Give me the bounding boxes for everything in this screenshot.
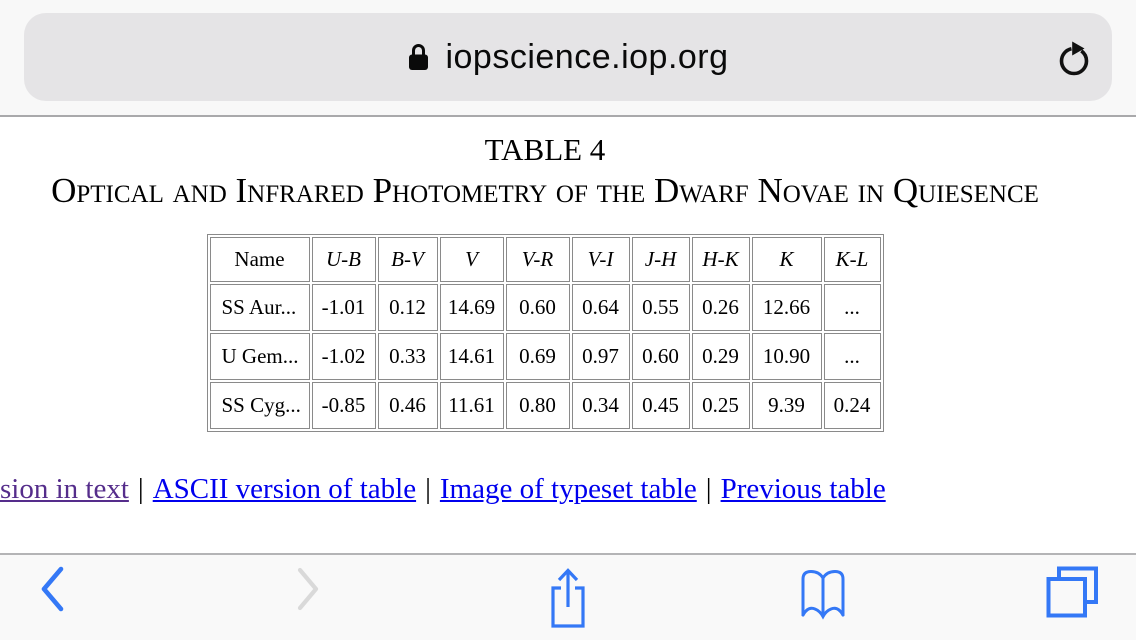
table-cell: SS Aur... [210, 284, 310, 331]
url-text: iopscience.iop.org [445, 37, 729, 76]
table-row [210, 333, 881, 380]
table-cell: -0.85 [312, 382, 376, 429]
table-cell: 0.64 [572, 284, 630, 331]
table-cell: 0.60 [632, 333, 690, 380]
table-cell: 0.45 [632, 382, 690, 429]
table-cell: 0.69 [506, 333, 570, 380]
tabs-button[interactable] [1046, 566, 1098, 618]
webpage-content [0, 119, 1136, 553]
book-icon [800, 568, 846, 620]
column-header: K-L [824, 237, 881, 282]
table-row [210, 382, 881, 429]
browser-toolbar [0, 553, 1136, 640]
back-button[interactable] [38, 565, 66, 613]
column-header: V-R [506, 237, 570, 282]
reload-button[interactable] [1057, 36, 1093, 78]
link-separator: | [425, 473, 431, 505]
link-separator: | [705, 473, 712, 505]
column-header: V-I [572, 237, 630, 282]
table-title: TABLE 4 [484, 132, 606, 167]
table-cell: 0.55 [632, 284, 690, 331]
table-links [0, 473, 886, 506]
photometry-table [207, 234, 884, 432]
table-cell: ... [824, 284, 881, 331]
table-cell: 0.25 [692, 382, 750, 429]
forward-button[interactable] [294, 567, 322, 611]
column-header: B-V [378, 237, 438, 282]
url-bar[interactable] [24, 13, 1112, 101]
table-cell: 0.60 [506, 284, 570, 331]
link-separator: | [137, 473, 144, 505]
table-cell: 0.29 [692, 333, 750, 380]
table-cell: 0.26 [692, 284, 750, 331]
table-link[interactable]: Image of typeset table [439, 473, 697, 505]
table-link[interactable]: Previous table [720, 473, 886, 505]
table-cell: 11.61 [440, 382, 504, 429]
tabs-icon [1046, 566, 1098, 618]
table-header-row [210, 237, 881, 282]
table-cell: -1.02 [312, 333, 376, 380]
table-link[interactable]: sion in text [0, 473, 129, 505]
lock-icon [407, 42, 430, 72]
table-cell: 0.12 [378, 284, 438, 331]
table-cell: ... [824, 333, 881, 380]
table-cell: 0.46 [378, 382, 438, 429]
table-cell: 12.66 [752, 284, 822, 331]
table-cell: 0.34 [572, 382, 630, 429]
table-row [210, 284, 881, 331]
table-cell: 10.90 [752, 333, 822, 380]
table-cell: 0.33 [378, 333, 438, 380]
document-block [0, 132, 1113, 432]
back-chevron-icon [38, 565, 66, 613]
table-link[interactable]: ASCII version of table [152, 473, 417, 505]
table-body [210, 284, 881, 429]
browser-chrome [0, 0, 1136, 117]
table-cell: 14.69 [440, 284, 504, 331]
share-icon [549, 567, 587, 629]
column-header: K [752, 237, 822, 282]
table-caption: Optical and Infrared Photometry of the Dwarf Novae in Quiesence [51, 171, 1039, 210]
table-cell: -1.01 [312, 284, 376, 331]
column-header: H-K [692, 237, 750, 282]
column-header: Name [210, 237, 310, 282]
table-cell: 14.61 [440, 333, 504, 380]
reload-icon [1057, 36, 1093, 78]
table-cell: 0.97 [572, 333, 630, 380]
table-cell: 0.24 [824, 382, 881, 429]
table-cell: 9.39 [752, 382, 822, 429]
share-button[interactable] [549, 567, 587, 629]
table-cell: 0.80 [506, 382, 570, 429]
column-header: V [440, 237, 504, 282]
table-cell: SS Cyg... [210, 382, 310, 429]
forward-chevron-icon [294, 567, 322, 611]
bookmarks-button[interactable] [800, 568, 846, 620]
column-header: U-B [312, 237, 376, 282]
column-header: J-H [632, 237, 690, 282]
table-cell: U Gem... [210, 333, 310, 380]
